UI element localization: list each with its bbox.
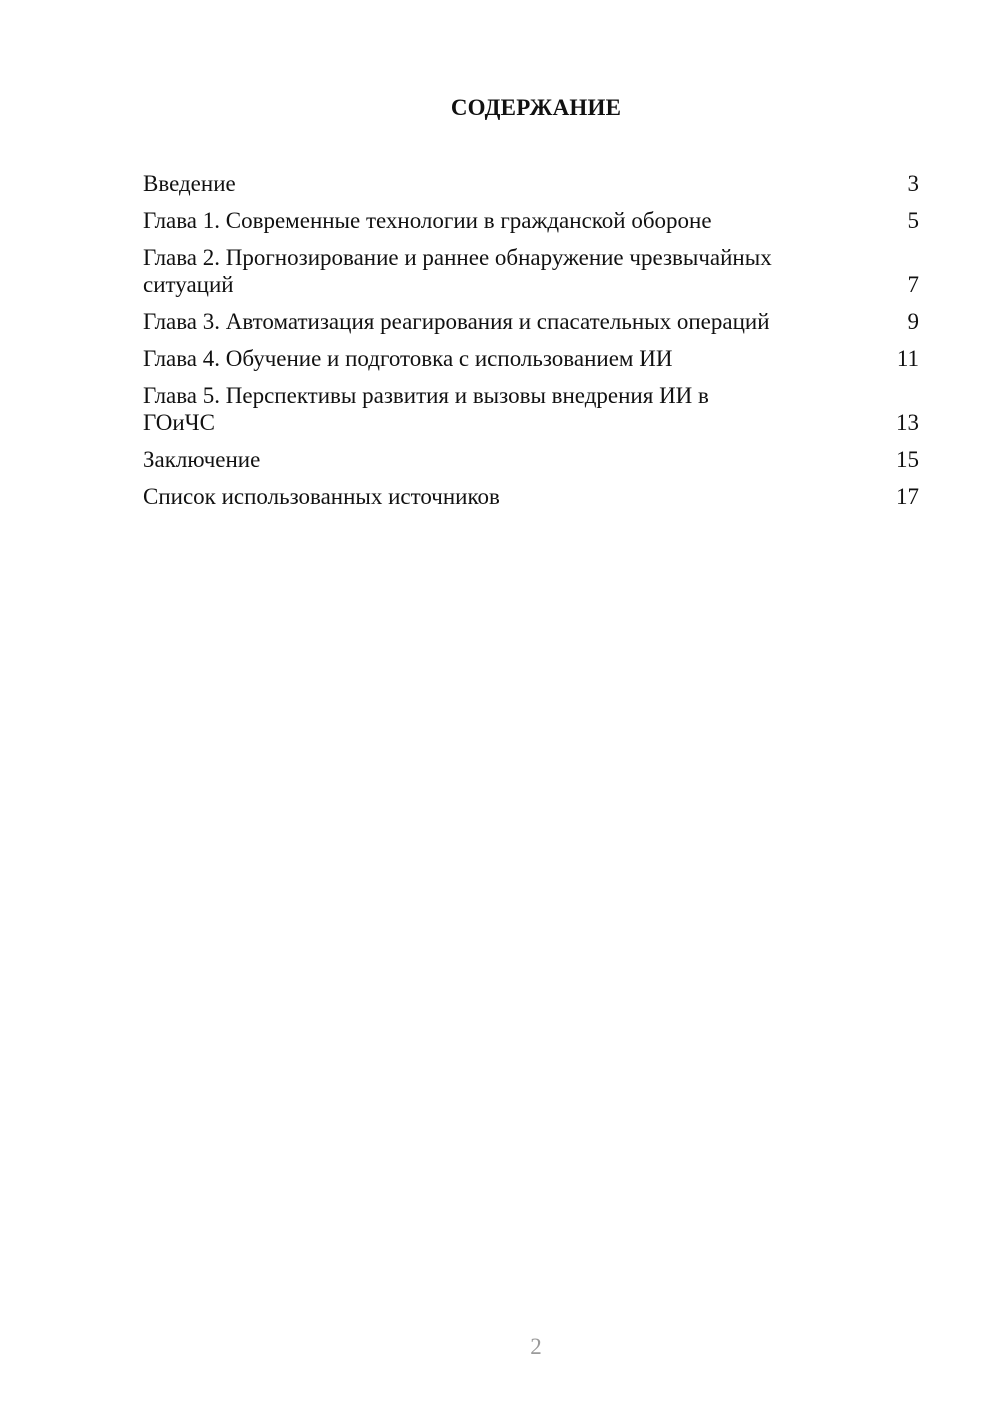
toc-entry-page: 11 — [896, 346, 919, 371]
page-number: 2 — [530, 1334, 542, 1359]
toc-entry-page: 15 — [896, 447, 919, 472]
toc-entry-page: 9 — [907, 309, 919, 334]
toc-entry-page: 5 — [907, 208, 919, 233]
toc-entry-title: Глава 4. Обучение и подготовка с использованием ИИ — [143, 346, 673, 371]
toc-entry[interactable] — [143, 170, 919, 197]
table-of-contents — [143, 170, 919, 520]
page-title: СОДЕРЖАНИЕ — [450, 95, 622, 120]
toc-entry-page: 3 — [907, 171, 919, 196]
toc-entry-title: Глава 1. Современные технологии в гражданской обороне — [143, 208, 712, 233]
toc-entry[interactable] — [143, 382, 919, 436]
toc-entry[interactable] — [143, 207, 919, 234]
toc-entry-title: Глава 5. Перспективы развития и вызовы внедрения ИИ в ГОиЧС — [143, 383, 709, 435]
toc-entry[interactable] — [143, 483, 919, 510]
toc-entry-title: Список использованных источников — [143, 484, 500, 509]
toc-entry[interactable] — [143, 446, 919, 473]
toc-entry-title: Глава 2. Прогнозирование и раннее обнаружение чрезвычайных ситуаций — [143, 245, 772, 297]
toc-entry-title: Введение — [143, 171, 236, 196]
toc-entry[interactable] — [143, 345, 919, 372]
toc-entry[interactable] — [143, 308, 919, 335]
toc-entry-page: 13 — [896, 410, 919, 435]
toc-entry-page: 7 — [907, 272, 919, 297]
toc-entry[interactable] — [143, 244, 919, 298]
toc-entry-page: 17 — [896, 484, 919, 509]
toc-entry-title: Заключение — [143, 447, 261, 472]
toc-entry-title: Глава 3. Автоматизация реагирования и спасательных операций — [143, 309, 770, 334]
